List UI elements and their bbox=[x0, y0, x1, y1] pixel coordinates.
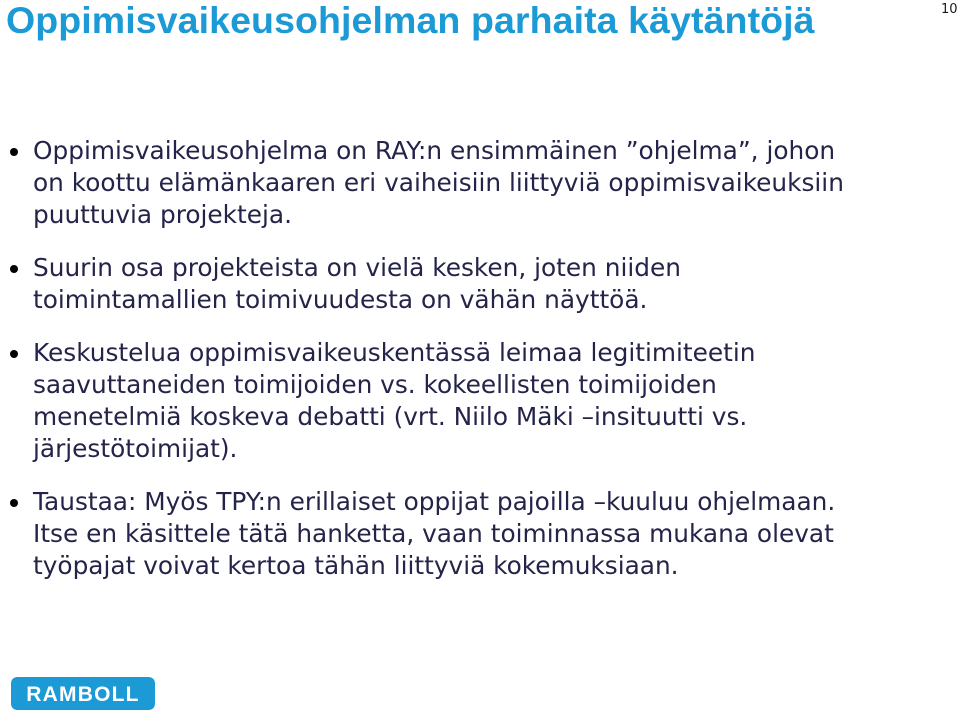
bullet-line: Suurin osa projekteista on vielä kesken, joten niiden bbox=[33, 253, 681, 282]
bullet-item bbox=[10, 252, 955, 316]
bullet-line: menetelmiä koskeva debatti (vrt. Niilo Mäki –insituutti vs. bbox=[33, 402, 748, 431]
bullet-line: toimintamallien toimivuudesta on vähän näyttöä. bbox=[33, 285, 648, 314]
bullet-line: Keskustelua oppimisvaikeuskentässä leimaa legitimiteetin bbox=[33, 338, 756, 367]
bullet-line: puuttuvia projekteja. bbox=[33, 200, 292, 229]
bullet-line: saavuttaneiden toimijoiden vs. kokeellisten toimijoiden bbox=[33, 370, 717, 399]
bullet-line: Oppimisvaikeusohjelma on RAY:n ensimmäinen ”ohjelma”, johon bbox=[33, 136, 836, 165]
bullet-line: työpajat voivat kertoa tähän liittyviä kokemuksiaan. bbox=[33, 551, 679, 580]
bullet-line: Itse en käsittele tätä hanketta, vaan toiminnassa mukana olevat bbox=[33, 519, 834, 548]
bullet-line: Taustaa: Myös TPY:n erillaiset oppijat pajoilla –kuuluu ohjelmaan. bbox=[33, 487, 836, 516]
bullet-list bbox=[10, 135, 955, 582]
bullet-item bbox=[10, 486, 955, 582]
logo-text: RAMBOLL bbox=[26, 683, 140, 706]
bullet-icon bbox=[10, 148, 18, 156]
bullet-icon bbox=[10, 265, 18, 273]
bullet-line: on koottu elämänkaaren eri vaiheisiin liittyviä oppimisvaikeuksiin bbox=[33, 168, 844, 197]
bullet-item bbox=[10, 135, 955, 231]
bullet-line: järjestötoimijat). bbox=[33, 434, 238, 463]
page-number: 10 bbox=[941, 2, 958, 17]
bullet-item bbox=[10, 337, 955, 465]
slide-title: Oppimisvaikeusohjelman parhaita käytäntöjä bbox=[6, 0, 815, 41]
bullet-icon bbox=[10, 350, 18, 358]
bullet-icon bbox=[10, 499, 18, 507]
ramboll-logo bbox=[11, 677, 155, 710]
